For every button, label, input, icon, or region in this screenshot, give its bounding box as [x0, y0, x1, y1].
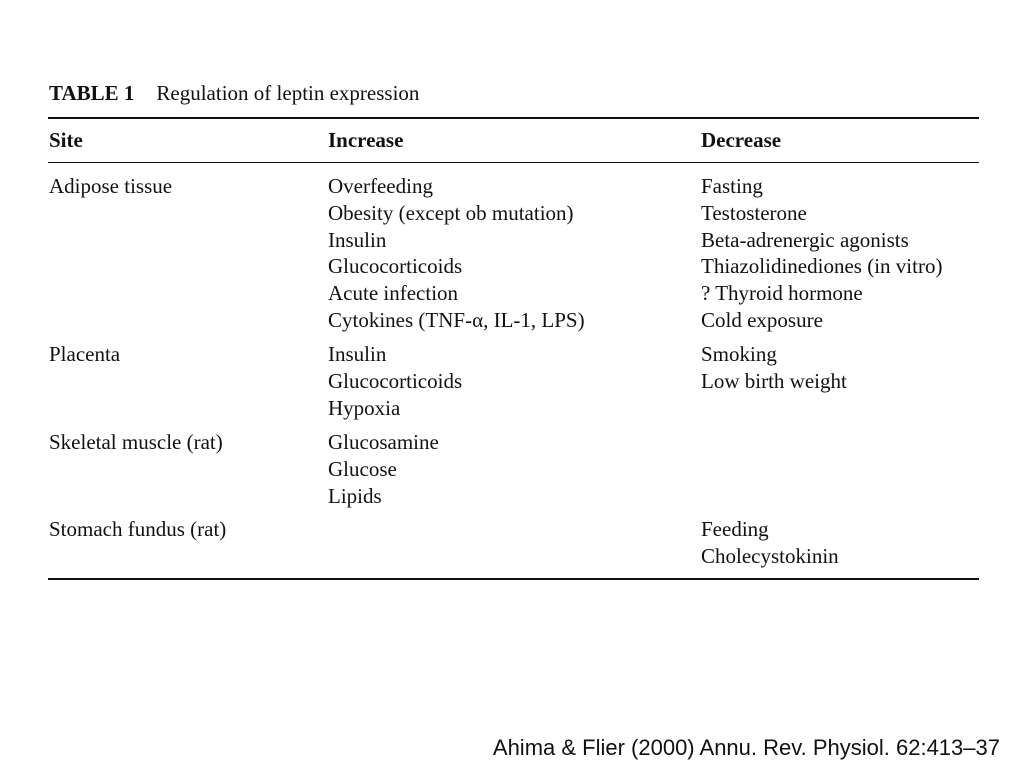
table-header-rule	[48, 162, 979, 163]
decrease-item: Fasting	[701, 174, 763, 198]
site-cell: Stomach fundus (rat)	[49, 517, 227, 541]
decrease-cell	[701, 341, 847, 395]
increase-cell	[328, 429, 439, 509]
increase-item: Acute infection	[328, 281, 459, 306]
table-title	[49, 80, 419, 106]
site-cell: Adipose tissue	[49, 174, 173, 198]
table-title-text: Regulation of leptin expression	[156, 81, 420, 105]
increase-item: Insulin	[328, 227, 387, 252]
increase-item: Glucocorticoids	[328, 368, 463, 393]
increase-cell	[328, 173, 585, 334]
decrease-item: ? Thyroid hormone	[701, 281, 863, 306]
decrease-item: Low birth weight	[701, 368, 847, 393]
decrease-item: Cold exposure	[701, 307, 823, 332]
increase-item: Glucocorticoids	[328, 254, 463, 279]
increase-item: Overfeeding	[328, 174, 433, 198]
decrease-item: Cholecystokinin	[701, 543, 839, 568]
decrease-cell	[701, 516, 839, 570]
decrease-item: Smoking	[701, 342, 777, 366]
increase-item: Glucose	[328, 456, 397, 481]
table-label: TABLE 1	[49, 81, 135, 105]
site-cell: Skeletal muscle (rat)	[49, 430, 223, 454]
increase-item: Cytokines (TNF-α, IL-1, LPS)	[328, 307, 585, 332]
decrease-item: Testosterone	[701, 200, 807, 225]
increase-cell	[328, 341, 462, 421]
decrease-item: Beta-adrenergic agonists	[701, 227, 909, 252]
citation: Ahima & Flier (2000) Annu. Rev. Physiol. 62:413–37	[492, 735, 1000, 760]
table-top-rule	[48, 117, 979, 119]
increase-item: Hypoxia	[328, 395, 401, 420]
header-decrease: Decrease	[701, 128, 782, 152]
increase-item: Glucosamine	[328, 430, 439, 454]
increase-item: Lipids	[328, 483, 382, 508]
header-increase: Increase	[328, 128, 404, 152]
header-site: Site	[49, 128, 83, 152]
increase-item: Insulin	[328, 342, 387, 366]
increase-item: Obesity (except ob mutation)	[328, 200, 574, 225]
site-cell: Placenta	[49, 342, 121, 366]
decrease-cell	[701, 173, 942, 334]
decrease-item: Feeding	[701, 517, 769, 541]
decrease-item: Thiazolidinediones (in vitro)	[701, 254, 943, 279]
table-bottom-rule	[48, 578, 979, 580]
